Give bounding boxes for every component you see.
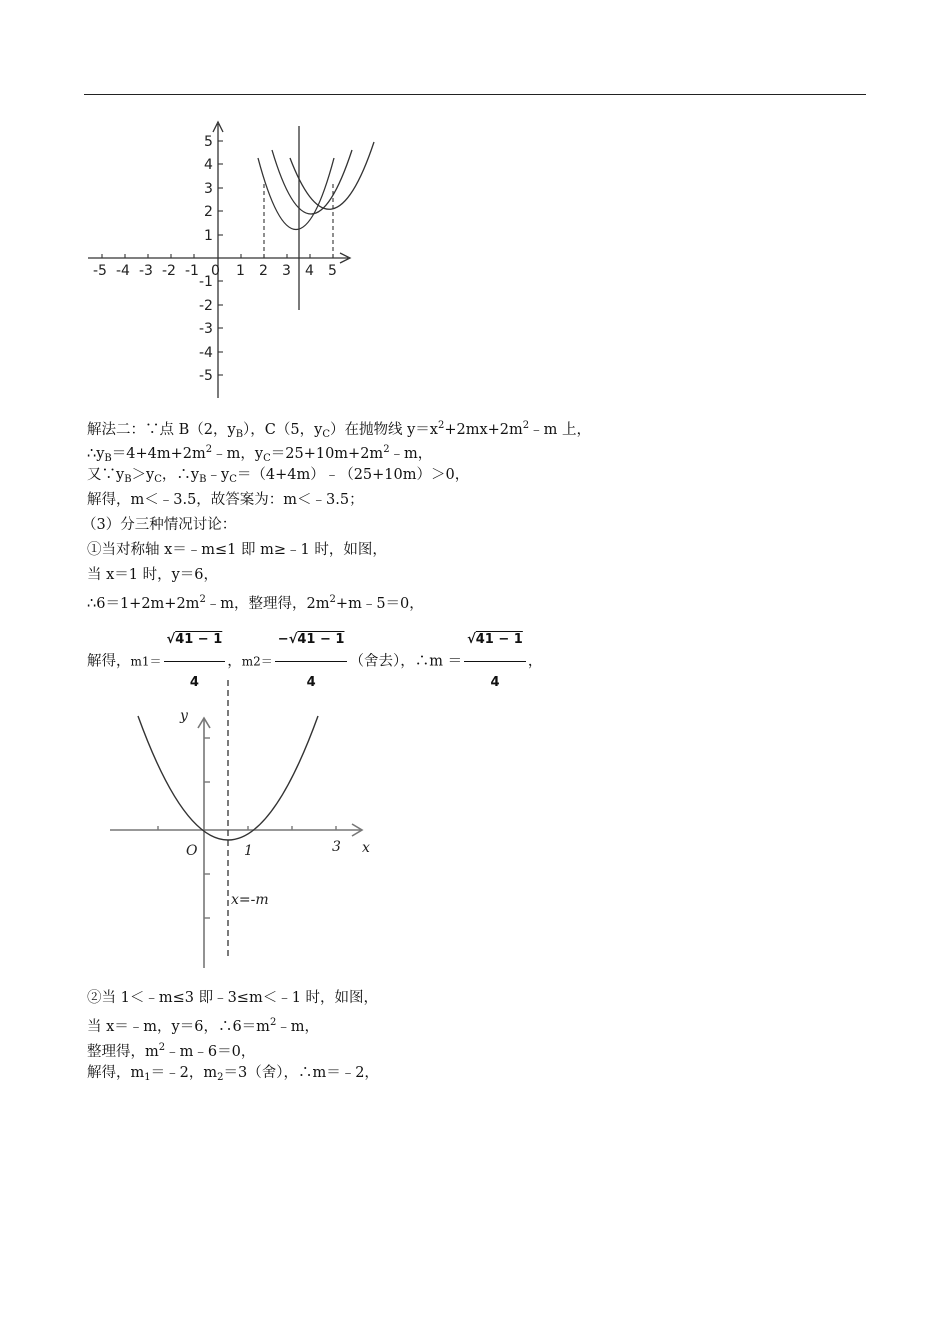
x-tick-label: -2 <box>162 263 176 279</box>
origin-label: O <box>186 843 198 859</box>
text-run: ﹣m 上， <box>529 422 591 438</box>
text-run: ﹣m，整理得，2m <box>205 596 330 612</box>
y-tick-label: -2 <box>199 298 213 314</box>
subscript: C <box>154 474 162 485</box>
x-tick-label: 2 <box>259 263 268 279</box>
text-run: ＝（4+4m）﹣（25+10m）＞0， <box>236 467 470 483</box>
parabola-3 <box>290 142 374 209</box>
superscript: 2 <box>437 420 445 431</box>
text-line-13 <box>87 1063 379 1088</box>
text-run: ）在抛物线 y＝x <box>329 422 438 438</box>
text-run: ﹣m﹣6＝0， <box>165 1044 256 1060</box>
fraction-denominator: 4 <box>189 675 199 690</box>
superscript: 2 <box>199 594 206 605</box>
text-run: （舍去），∴m ＝ <box>349 653 463 670</box>
y-tick-label: -5 <box>199 368 213 384</box>
x-tick-label: -5 <box>93 263 107 279</box>
text-line-4: 解得，m＜﹣3.5，故答案为：m＜﹣3.5； <box>87 492 364 508</box>
text-run: 当 x＝﹣m，y＝6，∴6＝m <box>87 1019 270 1035</box>
text-run: ＝25+10m+2m <box>270 446 384 462</box>
text-run: ），C（5，y <box>243 422 323 438</box>
fraction-m <box>464 620 526 703</box>
x-axis-label: x <box>362 840 370 856</box>
text-line-11 <box>87 1013 319 1037</box>
text-run: ﹣m， <box>389 446 433 462</box>
subscript: 2 <box>217 1072 224 1083</box>
m1-label: m1＝ <box>130 654 162 669</box>
fraction-numerator: √41 − 1 <box>164 620 226 662</box>
x-tick-label: 3 <box>282 263 291 279</box>
text-line-10: ②当 1＜﹣m≤3 即﹣3≤m＜﹣1 时，如图， <box>87 990 379 1006</box>
text-run: ， <box>227 653 242 670</box>
text-run: ＝﹣2，m <box>150 1065 218 1081</box>
y-axis-label: y <box>180 708 188 724</box>
text-run: ＝4+4m+2m <box>111 446 206 462</box>
x-tick-label: -3 <box>139 263 153 279</box>
subscript: B <box>124 474 132 485</box>
symmetry-axis-label: x=-m <box>231 892 269 908</box>
subscript: B <box>199 474 207 485</box>
y-tick-label: -1 <box>199 274 213 290</box>
superscript: 2 <box>522 420 530 431</box>
minus-sign: − <box>277 632 289 647</box>
tick-label-1: 1 <box>244 843 253 859</box>
text-run: 解得， <box>87 653 131 670</box>
text-run: +2mx+2m <box>444 422 523 438</box>
fraction-denominator: 4 <box>490 675 500 690</box>
text-line-7: 当 x＝1 时，y＝6， <box>87 567 219 583</box>
parabola-2 <box>272 150 352 214</box>
text-line-5: （3）分三种情况讨论： <box>82 517 237 533</box>
text-run: +m﹣5＝0， <box>335 596 424 612</box>
subscript: B <box>235 429 244 440</box>
text-line-6: ①当对称轴 x＝﹣m≤1 即 m≥﹣1 时，如图， <box>87 542 387 558</box>
x-tick-label: -1 <box>185 263 199 279</box>
text-run: ﹣m，y <box>212 446 264 462</box>
figure-parabola-symmetry-axis <box>100 678 390 974</box>
superscript: 2 <box>158 1042 166 1053</box>
text-run: ，∴y <box>161 467 200 483</box>
text-run: ＞y <box>131 467 155 483</box>
y-tick-label: 1 <box>204 228 213 244</box>
text-run: 整理得，m <box>87 1044 159 1060</box>
text-line-12 <box>87 1038 255 1062</box>
text-line-8 <box>87 590 424 614</box>
y-tick-label: 3 <box>204 181 213 197</box>
fraction-denominator: 4 <box>306 675 316 690</box>
radicand: 41 − 1 <box>175 632 223 647</box>
subscript: B <box>104 453 112 464</box>
y-tick-label: -4 <box>199 345 213 361</box>
subscript: C <box>263 453 271 464</box>
superscript: 2 <box>269 1017 277 1028</box>
parabola-1 <box>258 158 334 230</box>
text-run: ， <box>527 653 543 670</box>
subscript: C <box>322 429 330 440</box>
text-run: 解得，m <box>87 1065 145 1081</box>
text-run: ﹣y <box>206 467 230 483</box>
figure-three-parabolas <box>80 118 380 408</box>
y-tick-label: 4 <box>204 157 213 173</box>
text-run: 解法二：∵点 B（2，y <box>87 422 236 438</box>
fraction-numerator: −√41 − 1 <box>275 620 348 662</box>
y-tick-label: 2 <box>204 204 213 220</box>
radicand: 41 − 1 <box>297 632 345 647</box>
text-line-3 <box>87 465 469 490</box>
x-tick-label: 5 <box>328 263 337 279</box>
y-tick-label: 5 <box>204 134 213 150</box>
superscript: 2 <box>329 594 336 605</box>
superscript: 2 <box>205 444 213 455</box>
superscript: 2 <box>383 444 390 455</box>
m2-label: m2＝ <box>241 654 273 669</box>
fraction-numerator: √41 − 1 <box>464 620 526 662</box>
x-tick-label: 4 <box>305 263 314 279</box>
x-tick-label: -4 <box>116 263 130 279</box>
subscript: C <box>229 474 237 485</box>
y-tick-label: -3 <box>199 321 213 337</box>
text-run: ∴6＝1+2m+2m <box>87 596 200 612</box>
x-tick-label: 1 <box>236 263 245 279</box>
text-run: ﹣m， <box>276 1019 320 1035</box>
text-run: 又∵y <box>87 467 125 483</box>
text-run: ＝3（舍），∴m＝﹣2， <box>223 1065 379 1081</box>
x-tick-label: 0 <box>211 263 220 279</box>
text-run: ∴y <box>87 446 105 462</box>
subscript: 1 <box>144 1072 151 1083</box>
header-rule <box>84 94 866 95</box>
tick-label-3: 3 <box>332 839 341 855</box>
radicand: 41 − 1 <box>475 632 523 647</box>
